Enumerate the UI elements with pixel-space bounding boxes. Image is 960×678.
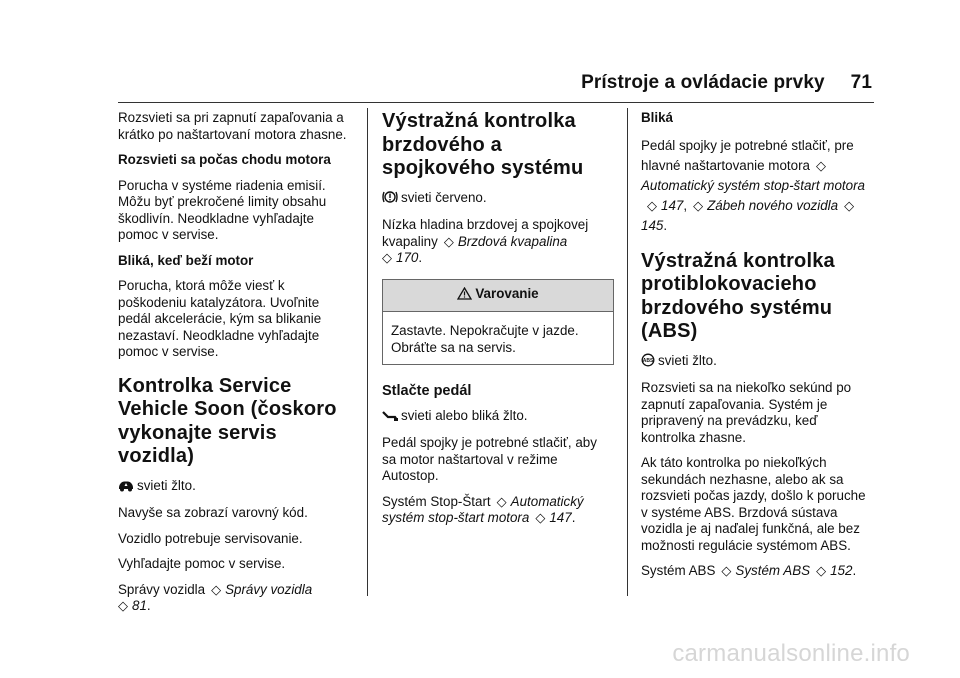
paragraph: Rozsvieti sa pri zapnutí zapaľovania a krátko po naštartovaní motora zhasne. [118, 110, 347, 142]
service-vehicle-icon [118, 479, 134, 497]
warning-box [382, 279, 614, 366]
reference-arrow-icon: ◇ [118, 598, 128, 613]
brake-lit-line: svieti červeno. [382, 190, 614, 209]
svg-text:ABS: ABS [642, 357, 654, 364]
reference-link[interactable]: Systém ABS [735, 563, 811, 578]
warning-title: Varovanie [475, 285, 539, 301]
section-heading-service: Kontrolka Service Vehicle Soon (čoskoro vykonajte servis vozidla) [118, 374, 337, 467]
section-heading-abs: Výstražná kontrolka protiblokovacieho brzdového systému (ABS) [641, 249, 835, 342]
reference-arrow-icon: ◇ [721, 563, 732, 578]
reference-arrow-icon: ◇ [443, 233, 454, 249]
reference-line: Nízka hladina brzdovej a spojkovej kvapaliny ◇ Brzdová kvapalina ◇ 170. [382, 217, 589, 265]
reference-line: Pedál spojky je potrebné stlačiť, pre hlavné naštartovanie motora ◇Automatický systém stop-štart motora◇ 147, ◇ Zábeh nového vozidla ◇145. [641, 137, 865, 233]
page-header [581, 72, 872, 94]
reference-page[interactable]: 145 [641, 217, 664, 233]
paragraph: Navyše sa zobrazí varovný kód. [118, 505, 308, 520]
warning-triangle-icon [457, 287, 472, 305]
watermark: carmanualsonline.info [672, 640, 910, 667]
reference-line: Systém ABS ◇ Systém ABS ◇ 152. [641, 563, 857, 578]
section-heading-brake: Výstražná kontrolka brzdového a spojkového systému [382, 110, 584, 179]
reference-arrow-icon: ◇ [693, 197, 704, 213]
reference-link[interactable]: Správy vozidla [225, 581, 313, 597]
subheading-blink: Bliká, keď beží motor [118, 252, 254, 268]
reference-link[interactable]: Brzdová kvapalina [457, 233, 568, 249]
clutch-pedal-icon [382, 410, 398, 427]
column-3 [641, 110, 873, 589]
service-lit-line: svieti žlto. [118, 478, 354, 497]
subheading-press-pedal: Stlačte pedál [382, 383, 472, 399]
abs-icon [641, 353, 655, 372]
column-divider-1 [367, 108, 368, 596]
reference-arrow-icon: ◇ [211, 581, 222, 597]
header-rule [118, 102, 874, 103]
page-number: 71 [850, 72, 872, 93]
reference-link[interactable]: Automatický systém stop-štart motora [641, 177, 865, 193]
column-1 [118, 110, 354, 624]
reference-link[interactable]: Automatický systém stop-štart motora [382, 493, 584, 525]
paragraph: Vozidlo potrebuje servisovanie. [118, 530, 303, 546]
paragraph: Ak táto kontrolka po niekoľkých sekundách nezhasne, alebo ak sa rozsvieti počas jazdy, došlo k poruche v systéme ABS. Brzdová sústava vozidla je aj naďalej funkčná, ale bez možnosti regulácie systémom ABS. [641, 455, 866, 553]
subheading-blink: Bliká [641, 110, 674, 125]
reference-line: Správy vozidla ◇ Správy vozidla ◇ 81. [118, 581, 313, 613]
paragraph: Rozsvieti sa na niekoľko sekúnd po zapnutí zapaľovania. Systém je pripravený na prevádzku, keď kontrolka zhasne. [641, 380, 852, 445]
subheading-running: Rozsvieti sa počas chodu motora [118, 152, 331, 167]
reference-line: Systém Stop-Štart ◇ Automatický systém stop-štart motora ◇ 147. [382, 493, 584, 525]
reference-arrow-icon: ◇ [816, 563, 827, 578]
paragraph: Porucha, ktorá môže viesť k poškodeniu katalyzátora. Uvoľnite pedál akcelerácie, kým sa blikanie nezastaví. Neodkladne vyhľadajte pomoc v servise. [118, 278, 322, 359]
reference-arrow-icon: ◇ [815, 157, 826, 173]
reference-arrow-icon: ◇ [844, 197, 855, 213]
reference-page[interactable]: 81 [132, 598, 147, 613]
section-title: Prístroje a ovládacie prvky [581, 72, 825, 93]
column-divider-2 [627, 108, 628, 596]
reference-page[interactable]: 147 [549, 510, 572, 525]
pedal-lit-line: svieti alebo bliká žlto. [382, 408, 614, 427]
reference-arrow-icon: ◇ [647, 197, 657, 213]
brake-warning-icon [382, 190, 398, 209]
column-2 [382, 110, 614, 536]
reference-page[interactable]: 170 [396, 250, 419, 265]
abs-lit-line: ABS svieti žlto. [641, 353, 873, 372]
reference-arrow-icon: ◇ [535, 510, 546, 525]
paragraph: Vyhľadajte pomoc v servise. [118, 556, 286, 571]
warning-header [383, 280, 613, 313]
reference-page[interactable]: 152 [830, 563, 853, 578]
warning-text: Zastavte. Nepokračujte v jazde. Obráťte sa na servis. [391, 323, 579, 355]
reference-arrow-icon: ◇ [382, 250, 392, 265]
reference-page[interactable]: 147 [661, 197, 684, 213]
reference-link[interactable]: Zábeh nového vozidla [707, 197, 839, 213]
reference-arrow-icon: ◇ [496, 493, 507, 509]
paragraph: Pedál spojky je potrebné stlačiť, aby sa motor naštartoval v režime Autostop. [382, 435, 597, 483]
paragraph: Porucha v systéme riadenia emisií. Môžu byť prekročené limity obsahu škodlivín. Neodkladne vyhľadajte pomoc v servise. [118, 177, 327, 242]
